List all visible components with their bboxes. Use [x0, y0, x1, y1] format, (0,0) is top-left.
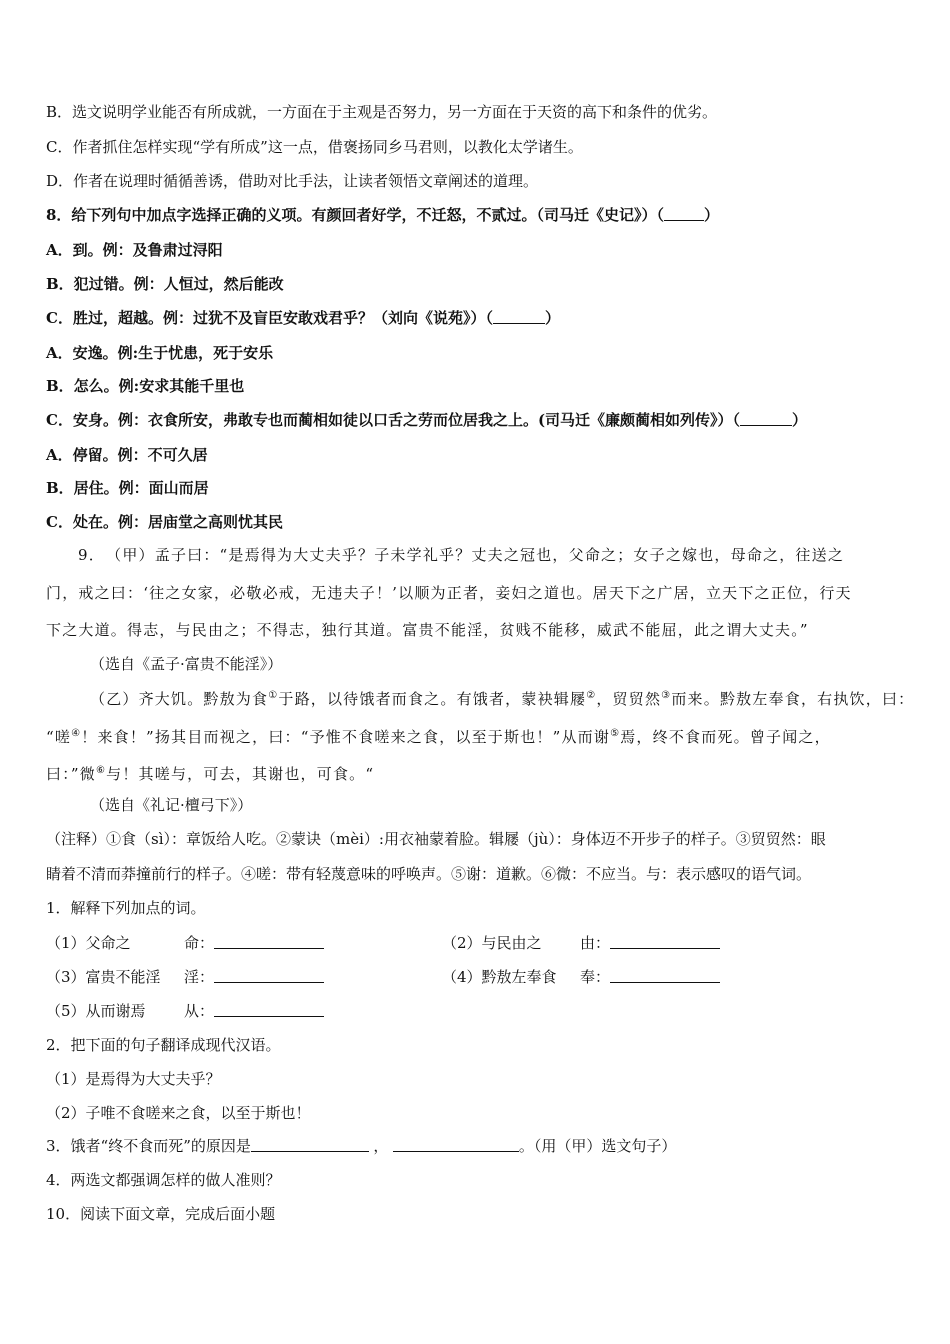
q8-option-c2: [46, 410, 807, 430]
passage-text: 焉，终不食而死。曾子闻之，: [620, 728, 831, 746]
q9-citation-liji: （选自《礼记·檀弓下》）: [90, 796, 253, 814]
passage-text: ！来食！”扬其目而视之，曰：“予惟不食嗟来之食，以至于斯也！”从而谢: [81, 728, 611, 746]
vocab-item-label: （4）黔敖左奉食: [442, 968, 557, 986]
vocab-right-col: [442, 967, 720, 987]
vocab-key: 从：: [184, 1002, 215, 1020]
q9-passage-yi-line1: [90, 686, 914, 709]
q8-option-c1: [46, 308, 560, 328]
q9-passage-jia-line1: 9． （甲）孟子曰：“是焉得为大丈夫乎？子未学礼乎？丈夫之冠也，父命之；女子之嫁也，母命之，往送之: [78, 546, 845, 564]
q9-subquestion-3: [46, 1136, 676, 1156]
footnote-mark: ②: [586, 690, 597, 701]
vocab-item-label: （1）父命之: [46, 934, 131, 952]
vocab-answer-blank[interactable]: [214, 968, 324, 983]
vocab-key: 奉：: [580, 968, 611, 986]
passage-text: 而来。黔敖左奉食，右执饮，曰：: [671, 690, 915, 708]
q8-stem-close: ）: [703, 206, 719, 224]
vocab-answer-blank[interactable]: [214, 934, 324, 949]
q8-option-a1: A．到。例：及鲁肃过浔阳: [46, 241, 223, 259]
passage-text: （乙）齐大饥。黔敖为食: [90, 690, 269, 708]
vocab-item-label: （2）与民由之: [442, 934, 542, 952]
footnote-mark: ⑤: [610, 728, 621, 739]
q8-option-b1: B．犯过错。例：人恒过，然后能改: [46, 275, 284, 293]
q9-notes-line1: （注释）①食（sì）：章饭给人吃。②蒙诀（mèi）:用衣袖蒙着脸。辑屦（jù）：身体迈不开步子的样子。③贸贸然：眼: [46, 830, 826, 848]
q9-passage-jia-line3: 下之大道。得志，与民由之；不得志，独行其道。富贵不能淫，贫贱不能移，威武不能屈，此之谓大丈夫。”: [46, 621, 809, 639]
passage-text: ，贸贸然: [596, 690, 662, 708]
answer-blank[interactable]: [493, 309, 545, 324]
vocab-right-col: [442, 933, 720, 953]
q9-translate-2: （2）子唯不食嗟来之食，以至于斯也！: [46, 1104, 311, 1122]
q9-citation-mencius: （选自《孟子·富贵不能淫》）: [90, 655, 283, 673]
answer-blank[interactable]: [740, 411, 792, 426]
q7-option-c: C．作者抓住怎样实现“学有所成”这一点，借褒扬同乡马君则，以教化太学诸生。: [46, 138, 583, 156]
q8-option-a3: A．停留。例：不可久居: [46, 446, 208, 464]
footnote-mark: ⑥: [95, 765, 107, 776]
q9-notes-line2: 睛着不清而莽撞前行的样子。④嗟：带有轻蔑意味的呼唤声。⑤谢：道歉。⑥微：不应当。与：表示感叹的语气词。: [46, 865, 812, 883]
q8-option-c3: C．处在。例：居庙堂之高则忧其民: [46, 513, 283, 531]
answer-blank[interactable]: [664, 206, 704, 221]
vocab-item-label: （3）富贵不能淫: [46, 968, 161, 986]
passage-text: 于路，以待饿者而食之。有饿者，蒙袂辑屦: [278, 690, 587, 708]
footnote-mark: ③: [661, 690, 672, 701]
q8-stem-text: 8．给下列句中加点字选择正确的义项。有颜回者好学，不迁怒，不贰过。（司马迁《史记》）（: [46, 206, 664, 224]
separator: ，: [373, 1137, 389, 1155]
q9-translate-1: （1）是焉得为大丈夫乎？: [46, 1070, 221, 1088]
footnote-mark: ④: [71, 728, 82, 739]
vocab-answer-blank[interactable]: [610, 968, 720, 983]
q8-option-c1-text: C．胜过，超越。例：过犹不及盲臣安敢戏君乎？（刘向《说苑》）（: [46, 309, 493, 327]
q9-vocab-row-3: [46, 1001, 324, 1021]
q9-passage-jia-line2: 门，戒之曰：‘往之女家，必敬必戒，无违夫子！’以顺为正者，妾妇之道也。居天下之广居，立天下之正位，行天: [46, 584, 852, 602]
q8-close: ）: [544, 309, 560, 327]
answer-blank[interactable]: [393, 1137, 519, 1152]
question-text: 。（用（甲）选文句子）: [518, 1137, 677, 1155]
answer-blank[interactable]: [251, 1137, 369, 1152]
q9-vocab-row-2: [46, 967, 611, 987]
passage-text: 曰：”微: [46, 765, 96, 783]
q8-option-c2-text: C．安身。例：衣食所安，弗敢专也而蔺相如徒以口舌之劳而位居我之上。(司马迁《廉颇蔺相如列传》）（: [46, 411, 741, 429]
q9-vocab-row-1: [46, 933, 611, 953]
q8-stem: [46, 205, 719, 225]
q8-close: ）: [792, 411, 808, 429]
passage-text: “嗟: [46, 728, 72, 746]
q10-stem: 10．阅读下面文章，完成后面小题: [46, 1205, 276, 1223]
vocab-item-label: （5）从而谢焉: [46, 1002, 146, 1020]
vocab-answer-blank[interactable]: [610, 934, 720, 949]
question-text: 3．饿者“终不食而死”的原因是: [46, 1137, 251, 1155]
q9-subquestion-4: 4．两选文都强调怎样的做人准则？: [46, 1171, 281, 1189]
q9-subquestion-1: 1．解释下列加点的词。: [46, 899, 206, 917]
passage-text: 与！其嗟与，可去，其谢也，可食。“: [106, 765, 375, 783]
q9-passage-yi-line3: [46, 761, 374, 784]
q8-option-a2: A．安逸。例:生于忧患，死于安乐: [46, 344, 274, 362]
vocab-key: 淫：: [184, 968, 215, 986]
vocab-key: 由：: [580, 934, 611, 952]
q9-subquestion-2: 2．把下面的句子翻译成现代汉语。: [46, 1036, 281, 1054]
q7-option-b: B．选文说明学业能否有所成就，一方面在于主观是否努力，另一方面在于天资的高下和条件的优劣。: [46, 103, 718, 121]
vocab-key: 命：: [184, 934, 215, 952]
q8-option-b3: B．居住。例：面山而居: [46, 479, 209, 497]
vocab-answer-blank[interactable]: [214, 1002, 324, 1017]
q8-option-b2: B．怎么。例:安求其能千里也: [46, 377, 245, 395]
q9-passage-yi-line2: [46, 724, 831, 747]
q7-option-d: D．作者在说理时循循善诱，借助对比手法，让读者领悟文章阐述的道理。: [46, 172, 539, 190]
footnote-mark: ①: [268, 690, 279, 701]
